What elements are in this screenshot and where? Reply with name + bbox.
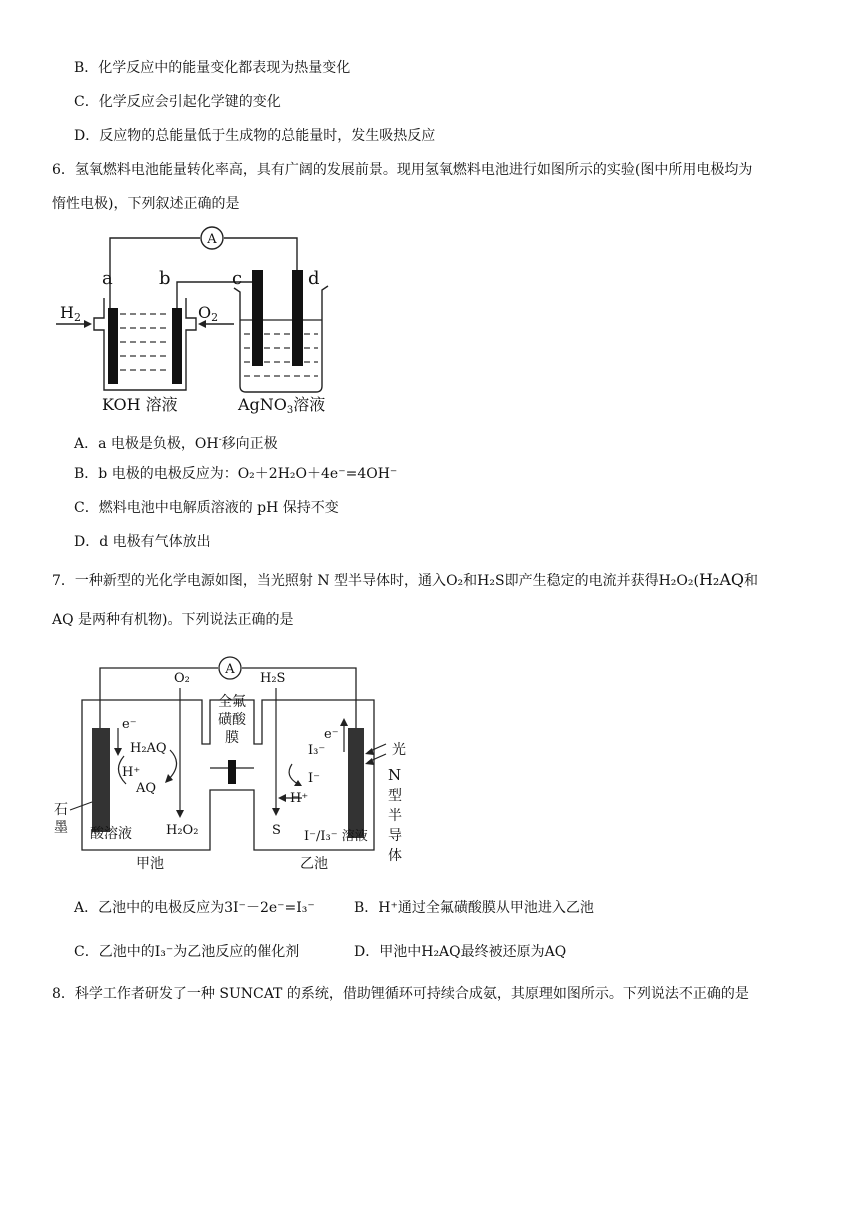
q7-option-c	[74, 942, 299, 962]
h2-arrow-icon	[84, 320, 92, 328]
h2-label: H2	[60, 303, 81, 324]
koh-label: KOH 溶液	[102, 395, 178, 414]
graphite-label-1: 石	[54, 802, 68, 818]
acid-solution-label: 酸溶液	[90, 826, 132, 842]
electrode-label-c: c	[232, 268, 243, 289]
q7-stem-text: 7．一种新型的光化学电源如图，当光照射 N 型半导体时，通入	[52, 573, 447, 589]
electrode-label-a: a	[102, 268, 113, 289]
semiconductor-label-5: 体	[388, 848, 402, 864]
option-text: 化学反应中的能量变化都表现为热量变化	[98, 60, 351, 76]
electrode-b	[172, 308, 182, 384]
pool-left-label: 甲池	[136, 856, 164, 872]
o2-arrow-icon	[176, 810, 184, 818]
hplus-arrow-icon	[278, 794, 286, 802]
q7-stem-line1	[52, 570, 758, 591]
q5-option-d	[74, 126, 435, 146]
hplus-label-left: H⁺	[122, 765, 141, 780]
option-letter: B．	[74, 466, 99, 482]
option-letter: D．	[354, 944, 380, 960]
graphite-label-2: 墨	[54, 820, 68, 836]
option-letter: D．	[74, 534, 100, 550]
sulfur-label: S	[272, 823, 281, 838]
h2o2-label: H₂O₂	[166, 823, 199, 838]
q6-option-a	[74, 430, 278, 454]
option-text: 甲池中H₂AQ最终被还原为AQ	[379, 944, 567, 960]
semiconductor-label-n: N	[388, 766, 402, 784]
option-text: 燃料电池中电解质溶液的 pH 保持不变	[98, 500, 339, 516]
right-solution-label: I⁻/I₃⁻ 溶液	[304, 829, 368, 844]
option-text: 乙池中的I₃⁻为乙池反应的催化剂	[98, 944, 300, 960]
q7-o2-formula: O₂	[446, 573, 464, 589]
q7-paren: (	[693, 573, 699, 589]
electron-arrow-icon-right	[340, 718, 348, 726]
i3-label: I₃⁻	[308, 743, 326, 758]
cycle-arrow-icon-right	[294, 780, 302, 786]
option-text: 化学反应会引起化学键的变化	[98, 94, 281, 110]
o2-label: O₂	[174, 671, 190, 686]
q7-stem-line2: AQ 是两种有机物)。下列说法正确的是	[52, 612, 294, 628]
option-letter: C．	[74, 94, 99, 110]
ammeter-label: A	[225, 662, 235, 677]
option-letter: C．	[74, 944, 99, 960]
koh-solution	[120, 314, 170, 370]
light-arrow-icon	[365, 748, 374, 755]
option-letter: D．	[74, 128, 100, 144]
option-letter: A．	[74, 900, 99, 916]
q5-option-c	[74, 92, 281, 112]
membrane-label-3: 膜	[225, 730, 239, 746]
light-arrow-icon-2	[365, 758, 374, 765]
q6-option-b	[74, 464, 397, 484]
q7-h2s-formula: H₂S	[477, 573, 505, 589]
agno3-label: AgNO3溶液	[238, 395, 326, 416]
q8-stem: 8．科学工作者研发了一种 SUNCAT 的系统，借助锂循环可持续合成氨，其原理如图所示。下列说法不正确的是	[52, 986, 749, 1002]
light-label: 光	[392, 742, 406, 758]
q7-option-d	[354, 942, 566, 962]
q7-stem-text-b: 即产生稳定的电流并获得	[504, 573, 659, 589]
electrode-c	[252, 270, 263, 366]
option-letter: A．	[74, 436, 99, 452]
q6-stem-line1: 6．氢氧燃料电池能量转化率高，具有广阔的发展前景。现用氢氧燃料电池进行如图所示的实验(图中所用电极均为	[52, 162, 753, 178]
semiconductor-label-2: 型	[388, 788, 402, 804]
membrane	[228, 760, 236, 784]
semiconductor-label-4: 导	[388, 828, 402, 844]
option-text: a 电极是负极，OH	[98, 436, 219, 452]
electron-label-left: e⁻	[122, 717, 137, 732]
q7-h2o2-formula: H₂O₂	[658, 573, 694, 589]
electrode-label-b: b	[159, 268, 171, 289]
q7-option-b	[354, 898, 594, 918]
semiconductor-electrode	[348, 728, 364, 838]
option-letter: B．	[74, 60, 99, 76]
electron-label-right: e⁻	[324, 727, 339, 742]
o2-label: O2	[198, 303, 219, 324]
h2s-label: H₂S	[260, 671, 286, 686]
aq-label: AQ	[136, 781, 157, 796]
electrode-label-d: d	[308, 268, 320, 289]
q6-figure	[52, 226, 352, 422]
option-text: 反应物的总能量低于生成物的总能量时，发生吸热反应	[99, 128, 436, 144]
option-text: b 电极的电极反应为：O₂＋2H₂O＋4e⁻=4OH⁻	[98, 466, 398, 482]
q7-stem-and: 和	[463, 573, 478, 589]
membrane-label-2: 磺酸	[218, 712, 246, 728]
semiconductor-label-3: 半	[388, 808, 402, 824]
q5-option-b	[74, 58, 350, 78]
q6-option-c	[74, 498, 339, 518]
h2aq-label: H₂AQ	[130, 741, 167, 756]
option-text: H⁺通过全氟磺酸膜从甲池进入乙池	[378, 900, 594, 916]
pool-right-label: 乙池	[300, 856, 328, 872]
option-text-tail: 移向正极	[221, 436, 278, 452]
option-letter: B．	[354, 900, 379, 916]
electron-arrow-icon	[114, 748, 122, 756]
option-text: 乙池中的电极反应为3I⁻－2e⁻=I₃⁻	[98, 900, 315, 916]
q7-stem-he: 和	[744, 573, 759, 589]
hplus-label-right: H⁺	[290, 791, 309, 806]
q7-figure	[52, 652, 422, 874]
h2s-arrow-icon	[272, 808, 280, 816]
membrane-label-1: 全氟	[218, 694, 246, 710]
q7-option-a	[74, 898, 315, 918]
electrode-d	[292, 270, 303, 366]
option-text: d 电极有气体放出	[99, 534, 211, 550]
q6-stem-line2: 惰性电极)，下列叙述正确的是	[52, 196, 240, 212]
option-letter: C．	[74, 500, 99, 516]
option-superscript: -	[218, 435, 222, 445]
q7-h2aq-formula: H₂AQ	[698, 570, 745, 589]
q6-option-d	[74, 532, 211, 552]
electrode-a	[108, 308, 118, 384]
iminus-label: I⁻	[308, 771, 320, 786]
graphite-electrode	[92, 728, 110, 832]
ammeter-label: A	[207, 232, 217, 247]
